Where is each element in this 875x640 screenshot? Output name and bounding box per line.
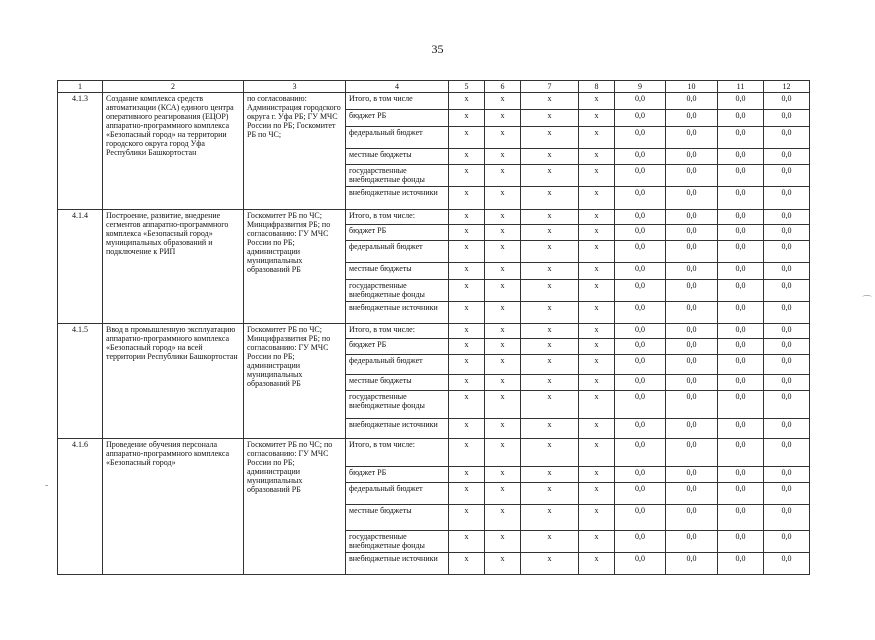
cell-value: 0,0 xyxy=(666,531,718,553)
cell-value: 0,0 xyxy=(615,505,666,531)
cell-value: 0,0 xyxy=(718,419,764,439)
cell-x: x xyxy=(521,225,579,241)
cell-value: 0,0 xyxy=(764,263,810,280)
funding-source: внебюджетные источники xyxy=(346,302,449,324)
funding-source: внебюджетные источники xyxy=(346,419,449,439)
cell-value: 0,0 xyxy=(615,419,666,439)
cell-value: 0,0 xyxy=(615,149,666,165)
cell-value: 0,0 xyxy=(666,505,718,531)
cell-value: 0,0 xyxy=(764,324,810,339)
cell-x: x xyxy=(579,187,615,210)
measure-name: Ввод в промышленную эксплуатацию аппаратно-программного комплекса «Безопасный город» на всей территории Республики Башкортостан xyxy=(103,324,244,439)
table-row xyxy=(58,93,810,110)
cell-value: 0,0 xyxy=(718,531,764,553)
cell-value: 0,0 xyxy=(764,302,810,324)
cell-value: 0,0 xyxy=(764,225,810,241)
funding-source: федеральный бюджет xyxy=(346,483,449,505)
funding-source: бюджет РБ xyxy=(346,467,449,483)
cell-value: 0,0 xyxy=(666,241,718,263)
cell-value: 0,0 xyxy=(718,93,764,110)
cell-value: 0,0 xyxy=(666,467,718,483)
cell-value: 0,0 xyxy=(718,280,764,302)
cell-value: 0,0 xyxy=(666,391,718,419)
cell-x: x xyxy=(521,439,579,467)
cell-x: x xyxy=(579,110,615,127)
cell-x: x xyxy=(485,165,521,187)
funding-source: бюджет РБ xyxy=(346,225,449,241)
cell-x: x xyxy=(579,225,615,241)
cell-x: x xyxy=(485,241,521,263)
cell-value: 0,0 xyxy=(615,225,666,241)
cell-x: x xyxy=(579,149,615,165)
cell-x: x xyxy=(449,127,485,149)
cell-value: 0,0 xyxy=(666,149,718,165)
cell-x: x xyxy=(521,241,579,263)
cell-value: 0,0 xyxy=(718,553,764,575)
cell-x: x xyxy=(521,324,579,339)
funding-source: местные бюджеты xyxy=(346,149,449,165)
funding-source: Итого, в том числе: xyxy=(346,324,449,339)
cell-value: 0,0 xyxy=(615,210,666,225)
cell-value: 0,0 xyxy=(666,324,718,339)
cell-x: x xyxy=(579,210,615,225)
measure-name: Построение, развитие, внедрение сегментов аппаратно-программного комплекса «Безопасный город» муниципальных образований и подключение к РИП xyxy=(103,210,244,324)
cell-x: x xyxy=(485,439,521,467)
cell-x: x xyxy=(485,505,521,531)
cell-value: 0,0 xyxy=(666,483,718,505)
cell-value: 0,0 xyxy=(615,391,666,419)
cell-x: x xyxy=(485,483,521,505)
cell-value: 0,0 xyxy=(764,210,810,225)
margin-mark: - xyxy=(45,480,49,491)
cell-value: 0,0 xyxy=(718,302,764,324)
cell-x: x xyxy=(449,302,485,324)
cell-value: 0,0 xyxy=(764,467,810,483)
cell-x: x xyxy=(579,391,615,419)
cell-value: 0,0 xyxy=(718,110,764,127)
cell-value: 0,0 xyxy=(764,165,810,187)
table-row xyxy=(58,210,810,225)
col-header: 12 xyxy=(764,81,810,93)
col-header: 10 xyxy=(666,81,718,93)
measure-name: Создание комплекса средств автоматизации (КСА) единого центра оперативного реагирования (ЕЦОР) аппаратно-программного комплекса «Безопасный город» на территории городского округа город Уфа Республики Башкортостан xyxy=(103,93,244,210)
cell-x: x xyxy=(449,339,485,355)
cell-x: x xyxy=(521,505,579,531)
cell-x: x xyxy=(521,375,579,391)
cell-x: x xyxy=(521,339,579,355)
cell-value: 0,0 xyxy=(666,187,718,210)
cell-value: 0,0 xyxy=(615,355,666,375)
cell-x: x xyxy=(449,241,485,263)
cell-x: x xyxy=(521,110,579,127)
measure-name: Проведение обучения персонала аппаратно-программного комплекса «Безопасный город» xyxy=(103,439,244,575)
cell-x: x xyxy=(579,165,615,187)
cell-value: 0,0 xyxy=(666,93,718,110)
cell-x: x xyxy=(485,149,521,165)
cell-value: 0,0 xyxy=(615,165,666,187)
cell-value: 0,0 xyxy=(764,93,810,110)
measure-number: 4.1.5 xyxy=(58,324,103,439)
cell-value: 0,0 xyxy=(666,127,718,149)
measure-executor: Госкомитет РБ по ЧС; Минцифразвития РБ; по согласованию: ГУ МЧС России по РБ; администрации муниципальных образований РБ xyxy=(244,324,346,439)
cell-x: x xyxy=(521,210,579,225)
funding-source: бюджет РБ xyxy=(346,339,449,355)
funding-source: государственные внебюджетные фонды xyxy=(346,531,449,553)
cell-x: x xyxy=(579,375,615,391)
margin-mark: ⌒ xyxy=(862,296,872,307)
cell-x: x xyxy=(485,263,521,280)
funding-source: Итого, в том числе xyxy=(346,93,449,110)
cell-x: x xyxy=(521,302,579,324)
cell-x: x xyxy=(449,439,485,467)
cell-x: x xyxy=(485,93,521,110)
cell-value: 0,0 xyxy=(615,324,666,339)
cell-x: x xyxy=(521,553,579,575)
cell-x: x xyxy=(449,263,485,280)
cell-x: x xyxy=(521,419,579,439)
cell-value: 0,0 xyxy=(718,324,764,339)
cell-value: 0,0 xyxy=(718,439,764,467)
cell-x: x xyxy=(579,439,615,467)
page-number: 35 xyxy=(431,42,444,56)
cell-x: x xyxy=(579,467,615,483)
cell-value: 0,0 xyxy=(764,531,810,553)
cell-value: 0,0 xyxy=(764,375,810,391)
col-header: 1 xyxy=(58,81,103,93)
cell-value: 0,0 xyxy=(718,263,764,280)
col-header: 6 xyxy=(485,81,521,93)
cell-value: 0,0 xyxy=(666,553,718,575)
cell-value: 0,0 xyxy=(666,110,718,127)
col-header: 5 xyxy=(449,81,485,93)
cell-value: 0,0 xyxy=(764,553,810,575)
cell-value: 0,0 xyxy=(764,110,810,127)
cell-value: 0,0 xyxy=(615,531,666,553)
funding-source: местные бюджеты xyxy=(346,375,449,391)
cell-value: 0,0 xyxy=(764,439,810,467)
cell-value: 0,0 xyxy=(764,391,810,419)
cell-value: 0,0 xyxy=(764,280,810,302)
funding-source: федеральный бюджет xyxy=(346,127,449,149)
cell-x: x xyxy=(485,127,521,149)
cell-value: 0,0 xyxy=(615,280,666,302)
funding-source: бюджет РБ xyxy=(346,110,449,127)
funding-source: внебюджетные источники xyxy=(346,187,449,210)
cell-x: x xyxy=(521,187,579,210)
cell-x: x xyxy=(579,483,615,505)
cell-x: x xyxy=(579,419,615,439)
cell-value: 0,0 xyxy=(718,391,764,419)
cell-x: x xyxy=(579,127,615,149)
cell-x: x xyxy=(579,355,615,375)
cell-x: x xyxy=(449,187,485,210)
cell-x: x xyxy=(485,225,521,241)
cell-x: x xyxy=(485,210,521,225)
cell-x: x xyxy=(449,93,485,110)
cell-value: 0,0 xyxy=(718,187,764,210)
cell-x: x xyxy=(579,263,615,280)
cell-x: x xyxy=(521,149,579,165)
cell-value: 0,0 xyxy=(666,225,718,241)
cell-x: x xyxy=(485,391,521,419)
col-header: 3 xyxy=(244,81,346,93)
cell-value: 0,0 xyxy=(666,375,718,391)
cell-value: 0,0 xyxy=(718,483,764,505)
cell-value: 0,0 xyxy=(615,553,666,575)
cell-value: 0,0 xyxy=(615,439,666,467)
cell-value: 0,0 xyxy=(666,339,718,355)
cell-x: x xyxy=(579,531,615,553)
cell-x: x xyxy=(485,553,521,575)
cell-x: x xyxy=(579,302,615,324)
cell-x: x xyxy=(449,419,485,439)
cell-value: 0,0 xyxy=(615,241,666,263)
cell-x: x xyxy=(521,280,579,302)
cell-value: 0,0 xyxy=(718,241,764,263)
cell-x: x xyxy=(449,355,485,375)
cell-value: 0,0 xyxy=(764,505,810,531)
cell-x: x xyxy=(449,391,485,419)
cell-value: 0,0 xyxy=(764,339,810,355)
funding-source: Итого, в том числе: xyxy=(346,210,449,225)
cell-value: 0,0 xyxy=(666,419,718,439)
cell-x: x xyxy=(449,225,485,241)
cell-x: x xyxy=(485,280,521,302)
cell-x: x xyxy=(485,324,521,339)
cell-x: x xyxy=(485,339,521,355)
funding-source: Итого, в том числе: xyxy=(346,439,449,467)
measure-executor: Госкомитет РБ по ЧС; Минцифразвития РБ; по согласованию: ГУ МЧС России по РБ; администрации муниципальных образований РБ xyxy=(244,210,346,324)
cell-x: x xyxy=(521,165,579,187)
cell-x: x xyxy=(485,531,521,553)
funding-source: государственные внебюджетные фонды xyxy=(346,391,449,419)
cell-x: x xyxy=(485,187,521,210)
cell-value: 0,0 xyxy=(718,165,764,187)
cell-value: 0,0 xyxy=(718,127,764,149)
cell-value: 0,0 xyxy=(666,302,718,324)
cell-value: 0,0 xyxy=(615,483,666,505)
cell-value: 0,0 xyxy=(615,263,666,280)
cell-x: x xyxy=(485,467,521,483)
cell-value: 0,0 xyxy=(764,187,810,210)
cell-x: x xyxy=(485,110,521,127)
header-row xyxy=(58,81,810,93)
measure-executor: Госкомитет РБ по ЧС; по согласованию: ГУ МЧС России по РБ; администрации муниципальных образований РБ xyxy=(244,439,346,575)
cell-x: x xyxy=(521,127,579,149)
cell-x: x xyxy=(579,324,615,339)
funding-source: местные бюджеты xyxy=(346,263,449,280)
col-header: 7 xyxy=(521,81,579,93)
cell-value: 0,0 xyxy=(718,225,764,241)
cell-value: 0,0 xyxy=(764,149,810,165)
funding-source: федеральный бюджет xyxy=(346,355,449,375)
cell-value: 0,0 xyxy=(666,165,718,187)
cell-x: x xyxy=(579,553,615,575)
cell-x: x xyxy=(579,339,615,355)
table-row xyxy=(58,439,810,467)
cell-x: x xyxy=(449,467,485,483)
cell-value: 0,0 xyxy=(615,93,666,110)
cell-x: x xyxy=(449,149,485,165)
cell-x: x xyxy=(521,531,579,553)
cell-value: 0,0 xyxy=(764,241,810,263)
cell-value: 0,0 xyxy=(718,355,764,375)
cell-value: 0,0 xyxy=(615,127,666,149)
cell-value: 0,0 xyxy=(666,280,718,302)
col-header: 8 xyxy=(579,81,615,93)
cell-x: x xyxy=(449,531,485,553)
cell-x: x xyxy=(579,280,615,302)
budget-table xyxy=(57,80,810,575)
cell-value: 0,0 xyxy=(615,467,666,483)
cell-x: x xyxy=(449,210,485,225)
cell-value: 0,0 xyxy=(718,505,764,531)
cell-value: 0,0 xyxy=(764,419,810,439)
cell-x: x xyxy=(485,375,521,391)
cell-value: 0,0 xyxy=(718,149,764,165)
cell-x: x xyxy=(579,241,615,263)
measure-number: 4.1.6 xyxy=(58,439,103,575)
cell-x: x xyxy=(449,165,485,187)
col-header: 9 xyxy=(615,81,666,93)
cell-value: 0,0 xyxy=(718,375,764,391)
funding-source: местные бюджеты xyxy=(346,505,449,531)
measure-number: 4.1.4 xyxy=(58,210,103,324)
cell-value: 0,0 xyxy=(615,375,666,391)
funding-source: государственные внебюджетные фонды xyxy=(346,280,449,302)
cell-value: 0,0 xyxy=(666,263,718,280)
cell-value: 0,0 xyxy=(615,110,666,127)
col-header: 4 xyxy=(346,81,449,93)
cell-value: 0,0 xyxy=(615,339,666,355)
col-header: 2 xyxy=(103,81,244,93)
cell-value: 0,0 xyxy=(718,467,764,483)
cell-x: x xyxy=(521,467,579,483)
measure-executor: по согласованию: Администрация городского округа г. Уфа РБ; ГУ МЧС России по РБ; Госкомитет РБ по ЧС; xyxy=(244,93,346,210)
cell-x: x xyxy=(521,93,579,110)
funding-source: федеральный бюджет xyxy=(346,241,449,263)
cell-x: x xyxy=(579,93,615,110)
cell-value: 0,0 xyxy=(718,339,764,355)
cell-value: 0,0 xyxy=(764,127,810,149)
cell-value: 0,0 xyxy=(718,210,764,225)
cell-value: 0,0 xyxy=(666,210,718,225)
col-header: 11 xyxy=(718,81,764,93)
cell-x: x xyxy=(449,375,485,391)
cell-x: x xyxy=(449,483,485,505)
cell-value: 0,0 xyxy=(615,187,666,210)
funding-source: государственные внебюджетные фонды xyxy=(346,165,449,187)
cell-x: x xyxy=(521,355,579,375)
funding-source: внебюджетные источники xyxy=(346,553,449,575)
cell-value: 0,0 xyxy=(764,355,810,375)
cell-x: x xyxy=(485,355,521,375)
cell-x: x xyxy=(485,302,521,324)
cell-x: x xyxy=(449,324,485,339)
cell-value: 0,0 xyxy=(764,483,810,505)
cell-value: 0,0 xyxy=(666,355,718,375)
cell-x: x xyxy=(485,419,521,439)
cell-x: x xyxy=(449,110,485,127)
cell-x: x xyxy=(521,263,579,280)
measure-number: 4.1.3 xyxy=(58,93,103,210)
cell-value: 0,0 xyxy=(666,439,718,467)
cell-x: x xyxy=(449,505,485,531)
table-row xyxy=(58,324,810,339)
cell-x: x xyxy=(579,505,615,531)
cell-value: 0,0 xyxy=(615,302,666,324)
cell-x: x xyxy=(521,391,579,419)
cell-x: x xyxy=(449,280,485,302)
cell-x: x xyxy=(521,483,579,505)
cell-x: x xyxy=(449,553,485,575)
